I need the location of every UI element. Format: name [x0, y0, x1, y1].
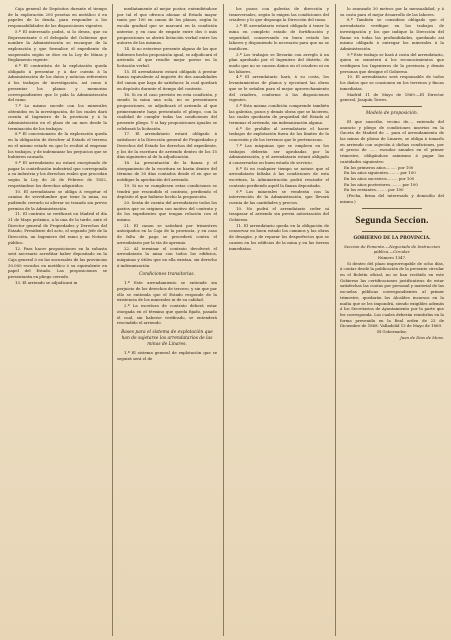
paragraph: 1.ª Este arrendamiento se entiende sin perjuicio de los derechos de tercero, y sin que por ello se entienda que el Estado responde de la existencia de los minerales ni de su calidad.	[117, 280, 217, 303]
column-1	[8, 6, 107, 636]
paragraph: 2.ª La escritura de contrato deberá estar otorgada en el término que queda fijado, pasado el cual, sin haberse verificado, se entenderá rescindido el arriendo.	[117, 303, 217, 326]
paragraph: 9.ª Este trabajo se hará á costa del arrendatario, quien se someterá á los reconocimientos que verifiquen los Ingenieros de la provincia y demás personas que designe el Gobierno.	[340, 51, 444, 74]
paragraph: 8.ª Si en cualquier tiempo se notase que el arrendatario faltaba á las condiciones de esta escritura, la Administración podrá rescindir el contrato perdiendo aquél la fianza depositada.	[229, 165, 329, 188]
paragraph: 6.ª El contratista de la explotación queda obligado á presentar y á dar cuenta á la Administración de los datos y noticias referentes á los trabajos de investigación, así como á presentar los planos y memorias correspondientes que le pida la Administración del ramo.	[8, 63, 107, 103]
divider	[362, 208, 422, 209]
paragraph: 7.ª Lo mismo sucede con los minerales obtenidos en la investigación, de los cuales dará cuenta al Ingeniero de la provincia y á la Administración en el plazo de un mes desde la terminación de los trabajos.	[8, 102, 107, 131]
paragraph: 5.ª El interesado podrá, si lo desea, que su Representante ó el delegado del Gobierno que nombre la Administración se encargue de la exploración y que formalice el expediente de suspensión según se dice en la Ley de Minas y Reglamento vigente.	[8, 28, 107, 63]
column-4	[340, 6, 444, 636]
paragraph: 15. El arrendatario estará obligado á prestar fianza equivalente al importe de dos anualidades del canon que haya de satisfacer, la cual quedará en depósito durante el tiempo del contrato.	[117, 68, 217, 91]
governor-label: El Gobernador,	[377, 329, 407, 335]
paragraph: 19. Si no se cumpliesen estas condiciones se tendrá por rescindido el contrato, perdiendo el depósito el que hubiese hecho la proposición.	[117, 182, 217, 200]
paragraph: Madrid 11 de Mayo de 1869.—El Director general, Joaquín Torres.	[340, 91, 444, 103]
section-title: Segunda Seccion.	[355, 215, 429, 226]
section-heading: Bases para el sistema de explotación que han de sujetarse los arrendatarios de las minas de Linares.	[121, 329, 213, 347]
column-divider	[335, 4, 336, 636]
paragraph: 3.ª Los trabajos se llevarán con arreglo á un plan aprobado por el Ingeniero del distrito, de modo que no se causen daños en el criadero ni en las labores.	[229, 51, 329, 74]
paragraph: 5.ª Esta misma condición comprende también las galerías, pozos y demás obras que se hicieren, las cuales quedarán de propiedad del Estado al terminar el arriendo, sin indemnización alguna.	[229, 102, 329, 126]
negociado-line: Seccion de Fomento.—Negociado de Instruccion pública.—Circular.	[344, 243, 440, 255]
paragraph: 22. Al terminar el contrato devolverá el arrendatario la mina con todos los edificios, máquinas y útiles que en ella existan, sin derecho á indemnización.	[117, 245, 217, 268]
divider	[362, 231, 422, 232]
price-line: En los años sucesivos......... por 100	[344, 175, 415, 181]
paragraph: 9.ª Los minerales se venderán con la intervención de la Administración, que llevará cuenta de las cantidades y precios.	[229, 188, 329, 205]
section-heading: Modelo de proposición.	[365, 110, 419, 116]
column-3	[229, 6, 329, 636]
paragraph: 21. El canon se satisfará por trimestres anticipados en la Caja de la provincia, y en caso de falta de pago se procederá contra el arrendatario por la vía de apremio.	[117, 222, 217, 245]
column-divider	[112, 4, 113, 636]
paragraph: 18. La presentación de la fianza y el otorgamiento de la escritura se harán dentro del término de 30 días contados desde el en que se notifique la aprobación del arriendo.	[117, 159, 217, 183]
paragraph: 12. Para hacer proposiciones en la subasta será necesario acreditar haber depositado en la Caja general ó en las sucursales de las provincias 30.000 escudos en metálico ó su equivalente en papel del Estado. Las proposiciones se presentarán en pliego cerrado.	[8, 245, 107, 280]
paragraph: 16. Si en el caso previsto en esta condición, y siendo la mina una sola, no se presentasen proposiciones, se adjudicará el arriendo al que primeramente haya presentado el pliego, con la cualidad de cumplir todas las condiciones del presente pliego. Y si hay proposiciones iguales se celebrará la licitación.	[117, 91, 217, 131]
section-heading: Condiciones transitorias.	[139, 272, 195, 278]
paragraph: 4.ª El arrendatario hará, á su costa, los levantamientos de planos y ejecutará las obras que se le señalen para el mejor aprovechamiento del criadero, conforme á las disposiciones vigentes.	[229, 74, 329, 103]
paragraph: 10. El arrendatario se obliga á respetar el camino de servidumbre que tiene la mina, no pudiendo cerrarlo ni alterar su trazado sin previo permiso de la Administración.	[8, 188, 107, 211]
circular-number: Número 1347.	[377, 254, 407, 260]
price-line: En los restantes......... por 100	[344, 187, 404, 193]
paragraph: 20. Serán de cuenta del arrendatario todos los gastos que se originen con motivo del contrato y de los expedientes que tengan relación con el mismo.	[117, 199, 217, 223]
government-heading: GOBIERNO DE LA PROVINCIA.	[353, 235, 431, 241]
governor-signature: Juan de Dios de Mora.	[400, 334, 444, 340]
paragraph: 13. El arriendo se adjudicará in	[15, 279, 78, 285]
paragraph: Caja general de Depósitos durante el tiempo de la exploración 200 pesetas en metálico ó en papeles de la deuda, para responder a los responsabilidades de las disposiciones vigentes.	[8, 6, 107, 29]
paragraph: 7.ª Las máquinas que se empleen en los trabajos deberán ser aprobadas por la Administración, y el arrendatario estará obligado á conservarlas en buen estado de servicio.	[229, 142, 329, 165]
divider	[362, 106, 422, 107]
paragraph: 10. El arrendatario será responsable de todos los daños que se ocasionen en los terrenos y fincas inmediatas.	[340, 74, 444, 91]
paragraph: 10. No podrá el arrendatario ceder ni traspasar el arriendo sin previa autorización del Gobierno.	[229, 205, 329, 223]
paragraph: 11. El contrato se verificará en Madrid el día 31 de Mayo próximo, a la una de la tarde, ante el Director general de Propiedades y Derechos del Estado, Presidente del acto, el segundo Jefe de la Dirección, un Ingeniero del ramo y un Notario público.	[8, 211, 107, 245]
closing-note: (Fecha, firma del interesado y domicilio del mismo.)	[340, 193, 444, 204]
paragraph: 8.ª También se considera obligado que el arrendatario verifique en los trabajos de investigación y los que indique la Dirección del Ramo en todas las profundidades, quedando así mismo obligado á entregar los minerales á la Administración.	[340, 17, 444, 51]
price-line: En los primeros años......... por 100	[344, 164, 414, 170]
paragraph: Si dentro del plazo improrrogable de ocho días, á contar desde la publicación de la presente circular en el Boletín oficial, no se han recibido en este Gobierno las certificaciones justificativas de estar satisfechas las cuotas por personal y material de las escuelas públicas correspondientes al primer trimestre, quedarán los Alcaldes incursos en la multa que se les impondrá, siendo exigibles además á los Secretarios de Ayuntamiento por la parte que les corresponda. Los cuales deberán remitirlas en la forma prevenida en la Real orden de 23 de Diciembre de 1868. Valladolid 13 de Mayo de 1869.	[340, 260, 444, 329]
paragraph: 11. El arrendatario queda en la obligación de conservar en buen estado los caminos y las obras de desagüe, y de reparar los desperfectos que se causen en los edificios de la mina y en las tierras inmediatas.	[229, 222, 329, 251]
price-line: En los años siguientes......... por 100	[344, 170, 416, 176]
paragraph: mediatamente al mejor postor, entendiéndose por tal el que ofrezca abonar al Estado mayor tanto por 100 en canon de los planos, según la escala gradual que se marcará en la condición anterior, y en caso de empate entre dos ó más proposiciones se abrirá licitación verbal entre los autores de las mismas.	[117, 6, 217, 46]
paragraph: 9.ª El arrendatario no estará exceptuado de pagar la contribución industrial que corresponda a su industria y los derechos reales que procedan según la Ley de 26 de Febrero de 1852, respetándose los derechos adquiridos.	[8, 159, 107, 188]
paragraph: 2.ª El arrendatario estará obligado á tener la mina en completo estado de fortificación y seguridad, conservando en buen estado las labores y disponiendo lo necesario para que no se inutilicen.	[229, 23, 329, 51]
paragraph: El que suscribe, vecino de..., enterado del anuncio y pliego de condiciones insertos en la Gaceta de Madrid de ... para el arrendamiento de las minas de plomo de Linares, se obliga á tomarlo en arriendo con sujeción á dichas condiciones, por el precio de ...... escudos anuales en el primer trimestre, obligándose asimismo á pagar las cantidades siguientes:	[340, 118, 444, 164]
paragraph: 1.ª El sistema general de explotación que se seguirá será el de	[117, 349, 217, 361]
paragraph: 14. Si no estuviese presente alguno de los que hubiesen hecho proposición igual, se adjudicará el arriendo al que resulte mejor postor en la licitación verbal.	[117, 45, 217, 69]
paragraph: 6.ª Se prohíbe al arrendatario el hacer trabajos de explotación fuera de los límites de la concesión y de los terrenos que le pertenezcan.	[229, 125, 329, 143]
price-line: En los años posteriores......... por 100	[344, 181, 418, 187]
column-2	[117, 6, 217, 636]
paragraph: 17. El arrendatario estará obligado á satisfacer á la Dirección general de Propiedades y Derechos del Estado los derechos del expediente, y los de la escritura de arriendo dentro de los 15 días siguientes al de la adjudicación.	[117, 131, 217, 160]
paragraph: 8.ª El concesionario de la exploración queda en la obligación de devolver al Estado el terreno en el mismo estado en que lo recibió al empezar los trabajos, y de indemnizar los perjuicios que se hubieren causado.	[8, 131, 107, 160]
paragraph: los pozos con galerías de dirección y transversales, según lo exigen las condiciones del criadero y lo que disponga la Dirección del ramo.	[229, 6, 329, 23]
column-divider	[223, 4, 224, 636]
paragraph: lo avanzado 30 metros por la mensualidad, y á su costa para el mejor desarrollo de las labores.	[340, 6, 444, 17]
